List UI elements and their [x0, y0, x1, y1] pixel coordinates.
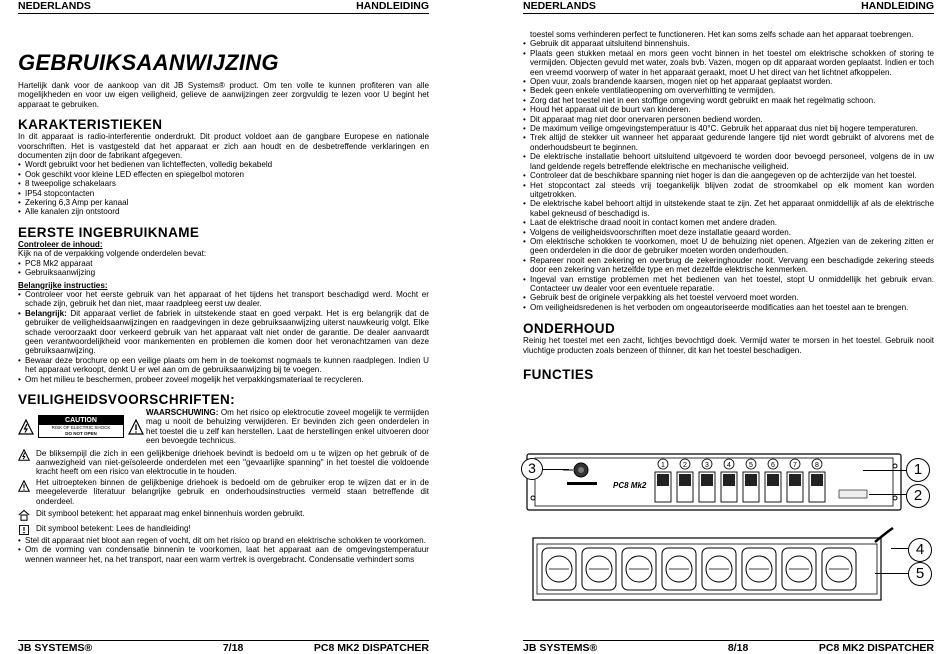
- warning-body: Om het risico op elektrocutie zoveel mogelijk te vermijden mag u nooit de behuizing verwijderen. Er bevinden zich geen onderdelen in het toestel die u zelf kan herstellen. Laat de herstellingen enkel uitvoeren door een bevoegde technicus.: [146, 407, 430, 446]
- page-header: [18, 0, 429, 14]
- belang-list: [18, 290, 429, 384]
- list-item: • Open vuur, zoals brandende kaarsen, mogen niet op het apparaat geplaatst worden.: [523, 77, 934, 86]
- belangrijk-text: Dit apparaat verliet de fabriek in uitstekende staat en goed verpakt. Het is erg belangrijk dat de gebruiker de veiligheidsaanwijzingen en raadgevingen in deze gebruiksaanwijzing uiterst nauwkeurig volgt. Elke schade veroorzaakt door verkeerd gebruik van het apparaat valt niet onder de garantie. De dealer aanvaardt geen verantwoordelijkheid voor mankementen en problemen die komen door het veronachtzamen van deze gebruiksaanwijzing.: [25, 308, 429, 356]
- house-icon: [18, 509, 30, 521]
- switch-number: 4: [727, 462, 731, 469]
- power-socket: [582, 548, 616, 590]
- power-socket: [702, 548, 736, 590]
- device-label: PC8 Mk2: [613, 481, 647, 490]
- continued-text: toestel soms verhinderen perfect te functioneren. Het kan soms zelfs schade aan het apparaat toebrengen.: [530, 30, 914, 39]
- footer-page-number: 8/18: [727, 642, 749, 654]
- intro-text: Hartelijk dank voor de aankoop van dit JB Systems® product. Om ten volle te kunnen profiteren van alle mogelijkheden en voor uw eigen veiligheid, gelieve de aanwijzingen zeer zorgvuldig te lezen voor U begint het apparaat te gebruiken.: [18, 81, 429, 109]
- uitroep-row: [18, 478, 429, 506]
- list-item: [18, 309, 429, 356]
- list-item: • PC8 Mk2 apparaat: [18, 259, 429, 268]
- caution-graphic: [18, 408, 146, 446]
- page-left: [18, 0, 429, 654]
- list-item: • Gebruiksaanwijzing: [18, 268, 429, 277]
- list-item: • Het stopcontact zal steeds vrij toegankelijk blijven zodat de stroomkabel op elk moment kan worden uitgetrokken.: [523, 181, 934, 200]
- warning-block: [18, 408, 429, 446]
- switch-number: 8: [815, 462, 819, 469]
- kar-list: [18, 160, 429, 216]
- list-item: • Controleer dat de beschikbare spanning niet hoger is dan die aangegeven op de achterzijde van het toestel.: [523, 171, 934, 180]
- page-right: [523, 0, 934, 654]
- power-socket: [662, 548, 696, 590]
- switch-number: 5: [749, 462, 753, 469]
- section-title-veiligheid: VEILIGHEIDSVOORSCHRIFTEN:: [18, 391, 236, 407]
- section-title-karakteristieken: KARAKTERISTIEKEN: [18, 117, 163, 133]
- list-item: • Gebruik best de originele verpakking als het toestel vervoerd moet worden.: [523, 293, 934, 302]
- device-drawing: [523, 452, 934, 632]
- list-item: • Om het milieu te beschermen, probeer zoveel mogelijk het verpakkingsmateriaal te recycleren.: [18, 375, 429, 384]
- callout-line-4: [891, 548, 908, 549]
- list-item: • Repareer nooit een zekering en overbrug de zekeringhouder nooit. Vervang een beschadigde zekering steeds door een zekering van hetzelfde type en met dezelfde elektrische kenmerken.: [523, 256, 934, 275]
- caution-label: CAUTION: [39, 416, 123, 425]
- switch-number: 2: [683, 462, 687, 469]
- section-title-eerste: EERSTE INGEBRUIKNAME: [18, 224, 200, 240]
- header-manual: HANDLEIDING: [356, 0, 429, 12]
- callout-line-2: [869, 494, 906, 495]
- list-item: • Ook geschikt voor kleine LED effecten en spiegelbol motoren: [18, 170, 429, 179]
- power-socket: [822, 548, 856, 590]
- switch-number: 3: [705, 462, 709, 469]
- list-item: • De elektrische installatie behoort uitsluitend uitgevoerd te worden door bevoegd personeel, volgens de in uw land geldende regels betreffende elektrische en mechanische veiligheid.: [523, 152, 934, 171]
- warning-text: [146, 408, 429, 446]
- list-item: • Trek altijd de stekker uit wanneer het apparaat gedurende langere tijd niet wordt gebruikt of alvorens met de onderhoudsbeurt te beginnen.: [523, 133, 934, 152]
- list-item: • Volgens de veiligheidsvoorschriften moet deze installatie geaard worden.: [523, 228, 934, 237]
- list-item: • Houd het apparaat uit de buurt van kinderen.: [523, 105, 934, 114]
- list-item: • Ingeval van ernstige problemen met het bedienen van het toestel, stopt U onmiddellijk het gebruik ervan. Contacteer uw dealer voor een eventuele reparatie.: [523, 275, 934, 294]
- page-title: GEBRUIKSAANWIJZING: [18, 50, 279, 75]
- callout-number-5: 5: [908, 562, 932, 586]
- exclamation-triangle-icon: [128, 419, 144, 435]
- bliksem-row: [18, 449, 429, 477]
- page-header: [523, 0, 934, 14]
- caution-sub-2: DO NOT OPEN: [65, 431, 97, 437]
- header-language: NEDERLANDS: [18, 0, 91, 12]
- callout-line-5: [875, 573, 908, 574]
- lightning-triangle-icon: [18, 449, 30, 461]
- left-content: [18, 50, 429, 564]
- power-socket: [782, 548, 816, 590]
- caution-box: [38, 415, 124, 438]
- veil-list: [18, 536, 429, 564]
- section-title-functies: FUNCTIES: [523, 367, 594, 382]
- inhoud-text: Kijk na of de verpakking volgende onderdelen bevat:: [18, 249, 207, 259]
- power-socket: [742, 548, 776, 590]
- switch-number: 6: [771, 462, 775, 469]
- warning-label: WAARSCHUWING:: [146, 407, 219, 417]
- list-item: • De maximum veilige omgevingstemperatuur is 40°C. Gebruik het apparaat dus niet bij hogere temperaturen.: [523, 124, 934, 133]
- footer-brand: JB SYSTEMS®: [523, 642, 598, 654]
- list-item: • Alle kanalen zijn ontstoord: [18, 207, 429, 216]
- exclamation-triangle-icon: [18, 480, 30, 492]
- callout-line-1: [863, 470, 906, 471]
- list-item: • Stel dit apparaat niet bloot aan regen of vocht, dit om het risico op brand en elektrische schokken te voorkomen.: [18, 536, 429, 545]
- switch-number: 1: [661, 462, 665, 469]
- list-item: • Laat de elektrische draad nooit in contact komen met andere draden.: [523, 218, 934, 227]
- list-item: • Plaats geen stukken metaal en mors geen vocht binnen in het toestel om elektrische schokken of storing te vermijden. Objecten gevuld met water, zoals bvb. Vazen, mogen op dit apparaat worden geplaatst. Indien er toch een vreemd voorwerp of water in het apparaat geraakt, moet U het direct van het lichtnet afkoppelen.: [523, 49, 934, 77]
- list-item: • Zekering 6,3 Amp per kanaal: [18, 198, 429, 207]
- list-item: • Zorg dat het toestel niet in een stoffige omgeving wordt gebruikt en maak het regelmatig schoon.: [523, 96, 934, 105]
- list-item: • Gebruik dit apparaat uitsluitend binnenshuis.: [523, 39, 934, 48]
- device-diagram: [523, 452, 934, 632]
- callout-number-2: 2: [906, 484, 930, 508]
- power-socket: [542, 548, 576, 590]
- bliksem-text: De bliksempijl die zich in een gelijkbenige driehoek bevindt is bedoeld om u te wijzen op het gebruik of de aanwezigheid van niet-geïsoleerde onderdelen met een "gevaarlijke spanning" in het toestel die voldoende kracht heeft om een risico van elektrocutie in te houden.: [36, 448, 429, 477]
- callout-number-3: 3: [521, 458, 543, 480]
- callout-number-1: 1: [906, 458, 930, 482]
- list-item: • Om veiligheidsredenen is het verboden om ongeautoriseerde modificaties aan het toestel aan te brengen.: [523, 303, 934, 312]
- lightning-triangle-icon: [18, 419, 34, 435]
- list-item: • Dit apparaat mag niet door onervaren personen bediend worden.: [523, 115, 934, 124]
- caution-sub-1: RISK OF ELECTRIC SHOCK: [51, 425, 111, 431]
- list-item: • Bedek geen enkele ventilatieopening om oververhitting te vermijden.: [523, 86, 934, 95]
- manual-text: Dit symbool betekent: Lees de handleiding!: [36, 524, 191, 534]
- uitroep-text: Het uitroepteken binnen de gelijkbenige driehoek is bedoeld om de gebruiker erop te wijzen dat er in de meegeleverde literatuur belangrijke gebruik en onderhoudsinstructies vermeld staan betreffende dit onderdeel.: [36, 477, 429, 506]
- footer-product: PC8 MK2 DISPATCHER: [818, 642, 934, 654]
- kar-text: In dit apparaat is radio-interferentie onderdrukt. Dit product voldoet aan de gangbare Europese en nationale voorschriften. Het is vastgesteld dat het apparaat er zich aan houdt en de desbetreffende verklaringen en documenten zijn door de fabrikant afgegeven.: [18, 132, 429, 161]
- power-socket: [622, 548, 656, 590]
- list-item: • Om elektrische schokken te voorkomen, moet U de behuizing niet openen. Afgezien van de zekering zitten er geen onderdelen in die door de gebruiker moeten worden onderhouden.: [523, 237, 934, 256]
- belangrijk-label: Belangrijk:: [25, 308, 67, 318]
- belang-title: Belangrijke instructies:: [18, 280, 108, 290]
- inhoud-title: Controleer de inhoud:: [18, 239, 103, 249]
- power-cable: [875, 528, 893, 542]
- list-item: • Bewaar deze brochure op een veilige plaats om hem in de toekomst nogmaals te kunnen raadplegen. Indien U het apparaat verkoopt, denkt U er wel aan om de gebruiksaanwijzing bij te voegen.: [18, 356, 429, 375]
- list-item: • Wordt gebruikt voor het bedienen van lichteffecten, volledig bekabeld: [18, 160, 429, 169]
- footer-page-number: 7/18: [222, 642, 244, 654]
- indoor-text: Dit symbool betekent: het apparaat mag enkel binnenhuis worden gebruikt.: [36, 509, 305, 519]
- list-item: • De elektrische kabel behoort altijd in uitstekende staat te zijn. Zet het apparaat onmiddellijk af als de elektrische kabel gekneusd of beschadigd is.: [523, 199, 934, 218]
- header-manual: HANDLEIDING: [861, 0, 934, 12]
- right-content: [523, 30, 934, 382]
- list-item: • Controleer voor het eerste gebruik van het apparaat of het tijdens het transport beschadigd werd. Mocht er schade zijn, gebruik het dan niet, maar raadpleeg eerst uw dealer.: [18, 290, 429, 309]
- header-language: NEDERLANDS: [523, 0, 596, 12]
- list-item: • IP54 stopcontacten: [18, 189, 429, 198]
- indoor-row: [18, 509, 429, 521]
- footer-brand: JB SYSTEMS®: [18, 642, 93, 654]
- list-item: • Om de vorming van condensatie binnenin te voorkomen, laat het apparaat aan de omgevingstemperatuur wennen wanneer het, na het transport, naar een warm vertrek is overgebracht. Condensatie verhindert soms: [18, 545, 429, 564]
- manual-row: [18, 524, 429, 536]
- front-panel: [527, 454, 901, 510]
- inhoud-list: [18, 259, 429, 278]
- callout-number-4: 4: [908, 538, 932, 562]
- page-footer: [18, 640, 429, 654]
- rear-panel: [533, 528, 893, 600]
- switch-number: 7: [793, 462, 797, 469]
- list-item: • 8 tweepolige schakelaars: [18, 179, 429, 188]
- onderhoud-text: Reinig het toestel met een zacht, lichtjes bevochtigd doek. Vermijd water te morsen in het toestel. Gebruik nooit vluchtige producten zoals benzeen of thinner, dit kan het toestel beschadigen.: [523, 336, 934, 355]
- callout-line-3: [543, 469, 569, 470]
- section-title-onderhoud: ONDERHOUD: [523, 321, 616, 337]
- safety-list: [523, 39, 934, 312]
- page-footer: [523, 640, 934, 654]
- read-manual-icon: [18, 524, 30, 536]
- footer-product: PC8 MK2 DISPATCHER: [313, 642, 429, 654]
